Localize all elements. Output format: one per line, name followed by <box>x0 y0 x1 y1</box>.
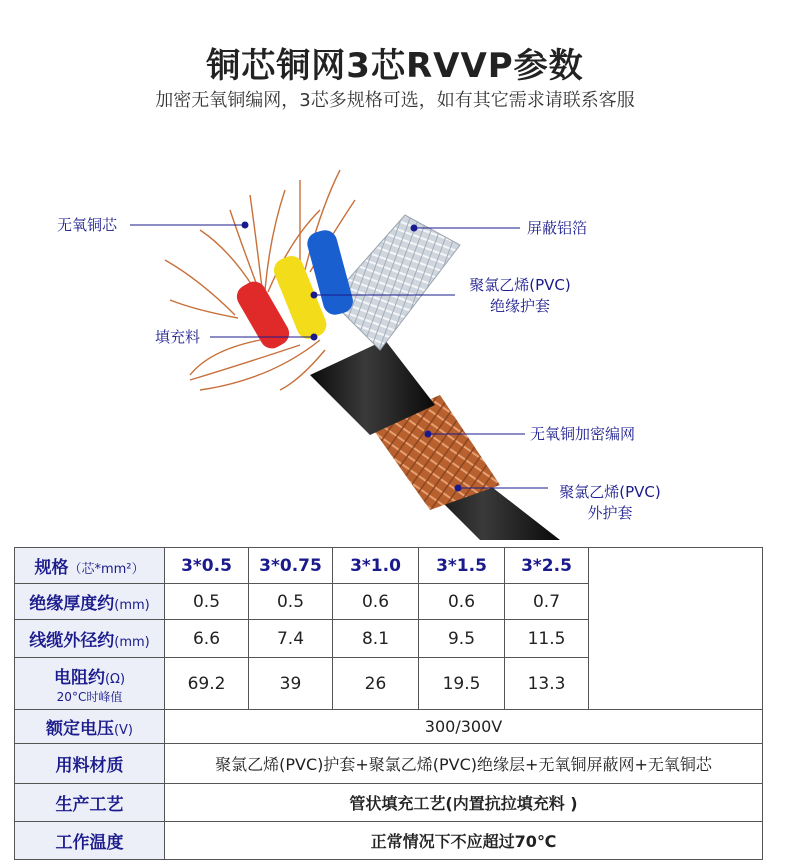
label-outer-line2: 外护套 <box>587 504 633 522</box>
insulated-cores <box>233 228 356 353</box>
voltage-label: 额定电压(V) <box>15 710 165 744</box>
spec-table <box>14 547 763 860</box>
label-insulation-line2: 绝缘护套 <box>489 297 550 315</box>
diameter-3: 9.5 <box>419 620 505 658</box>
diameter-1: 7.4 <box>249 620 333 658</box>
insulation-4: 0.7 <box>505 584 589 620</box>
page-subtitle: 加密无氧铜编网，3芯多规格可选，如有其它需求请联系客服 <box>155 90 635 111</box>
diameter-2: 8.1 <box>333 620 419 658</box>
label-insulation <box>455 275 585 317</box>
material-value: 聚氯乙烯(PVC)护套+聚氯乙烯(PVC)绝缘层+无氧铜屏蔽网+无氧铜芯 <box>165 744 763 784</box>
label-filler: 填充料 <box>155 328 201 346</box>
label-foil: 屏蔽铝箔 <box>527 219 588 237</box>
label-copper-core: 无氧铜芯 <box>57 216 118 234</box>
voltage-row <box>15 710 763 744</box>
foil-shield <box>330 215 460 350</box>
blank-cell <box>589 548 763 710</box>
size-2: 3*1.0 <box>333 548 419 584</box>
resistance-0: 69.2 <box>165 658 249 710</box>
insulation-0: 0.5 <box>165 584 249 620</box>
resistance-label: 电阻约(Ω) 20°C时峰值 <box>15 658 165 710</box>
resistance-4: 13.3 <box>505 658 589 710</box>
diameter-0: 6.6 <box>165 620 249 658</box>
size-3: 3*1.5 <box>419 548 505 584</box>
size-0: 3*0.5 <box>165 548 249 584</box>
page-title: 铜芯铜网3芯RVVP参数 <box>206 46 584 86</box>
resistance-3: 19.5 <box>419 658 505 710</box>
cable-illustration <box>0 140 790 540</box>
diameter-label: 线缆外径约(mm) <box>15 620 165 658</box>
label-braid: 无氧铜加密编网 <box>530 425 636 443</box>
insulation-1: 0.5 <box>249 584 333 620</box>
voltage-value: 300/300V <box>165 710 763 744</box>
material-row <box>15 744 763 784</box>
insulation-2: 0.6 <box>333 584 419 620</box>
temp-row <box>15 822 763 860</box>
spec-header-row <box>15 548 763 584</box>
temp-label: 工作温度 <box>15 822 165 860</box>
process-row <box>15 784 763 822</box>
insulation-3: 0.6 <box>419 584 505 620</box>
resistance-2: 26 <box>333 658 419 710</box>
size-1: 3*0.75 <box>249 548 333 584</box>
temp-value: 正常情况下不应超过70℃ <box>165 822 763 860</box>
resistance-1: 39 <box>249 658 333 710</box>
spec-label-cell: 规格（芯*mm²） <box>15 548 165 584</box>
material-label: 用料材质 <box>15 744 165 784</box>
label-insulation-line1: 聚氯乙烯(PVC) <box>469 276 571 294</box>
label-outer-line1: 聚氯乙烯(PVC) <box>559 483 661 501</box>
process-label: 生产工艺 <box>15 784 165 822</box>
size-4: 3*2.5 <box>505 548 589 584</box>
insulation-label: 绝缘厚度约(mm) <box>15 584 165 620</box>
diameter-4: 11.5 <box>505 620 589 658</box>
process-value: 管状填充工艺(内置抗拉填充料 ) <box>165 784 763 822</box>
label-outer-jacket <box>545 482 675 524</box>
